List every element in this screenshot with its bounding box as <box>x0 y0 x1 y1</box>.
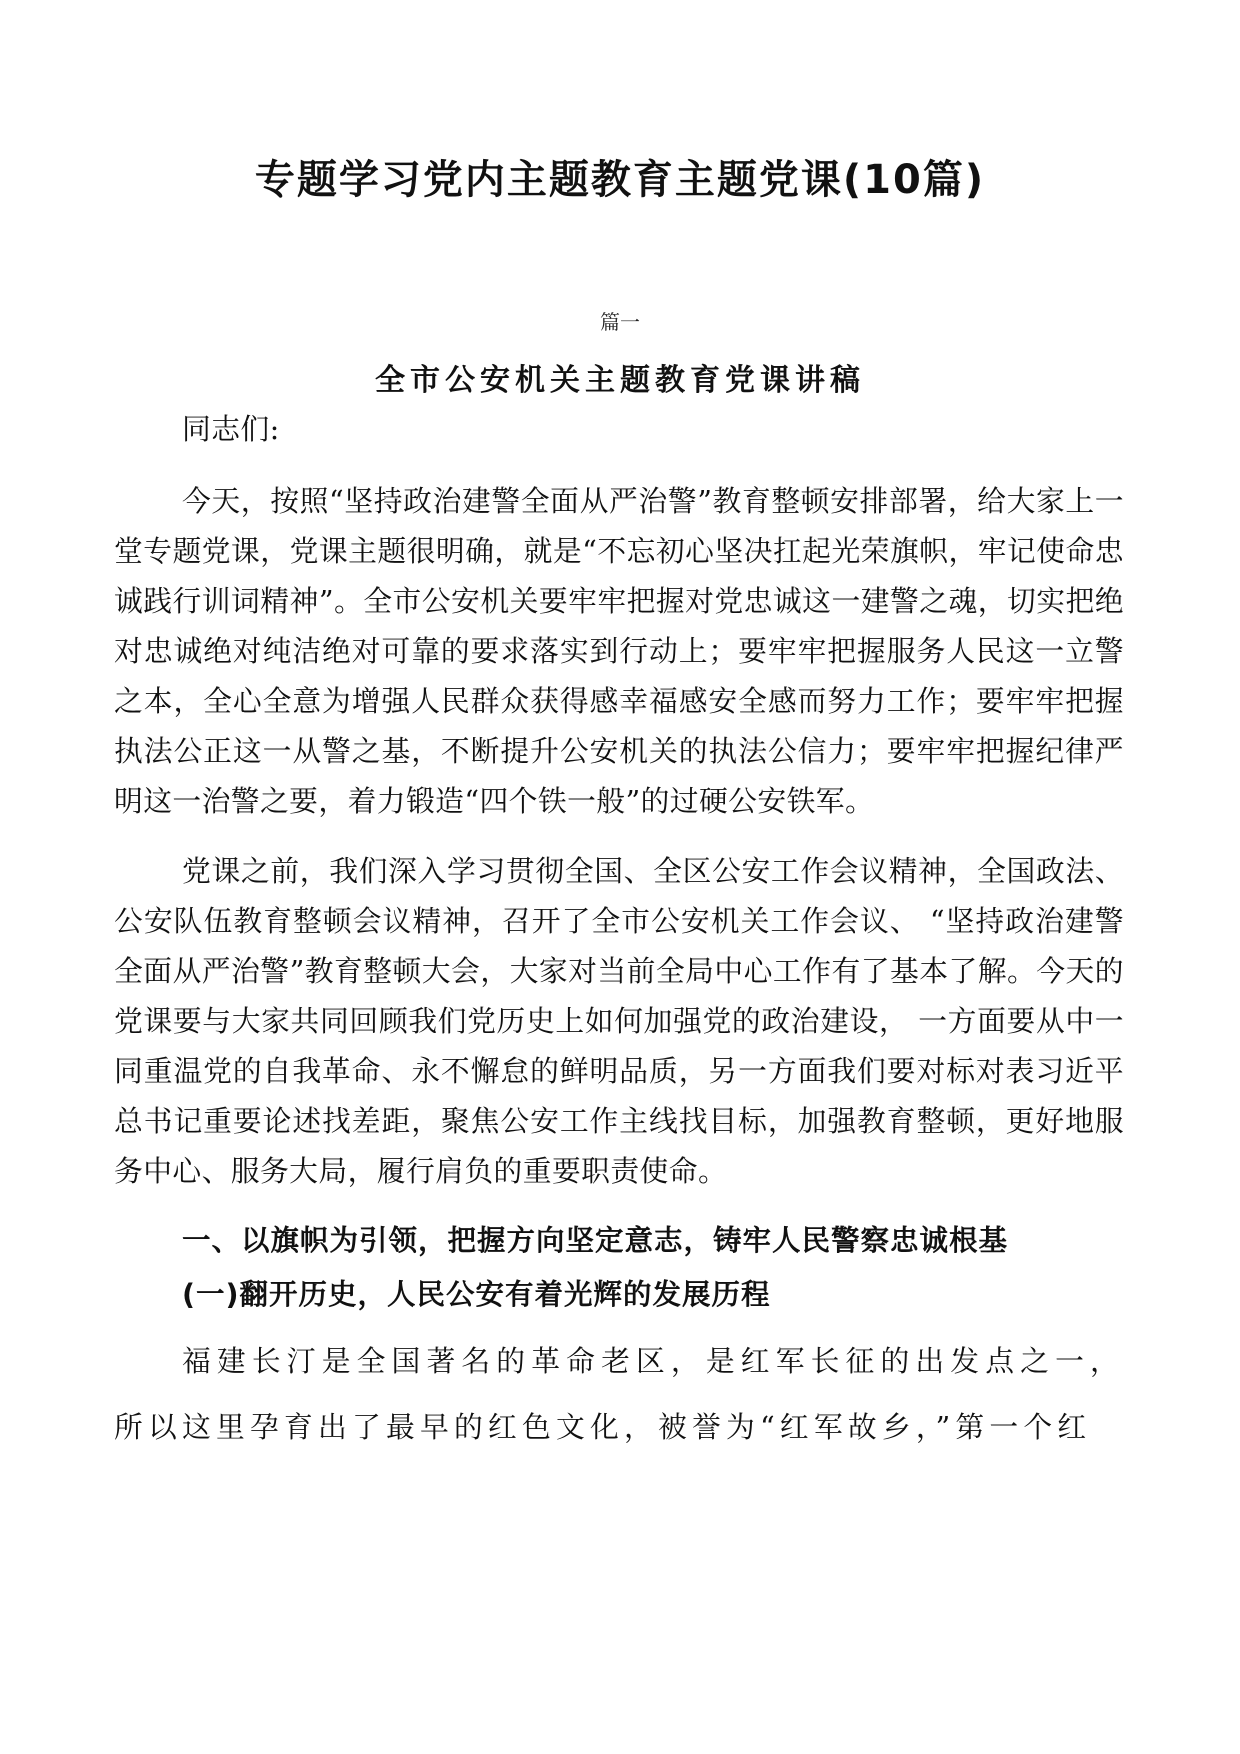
heading-level-2: (一)翻开历史，人民公安有着光辉的发展历程 <box>182 1278 771 1311</box>
heading-level-1: 一、以旗帜为引领，把握方向坚定意志，铸牢人民警察忠诚根基 <box>182 1224 1009 1257</box>
document-title: 专题学习党内主题教育主题党课(10篇) <box>254 157 986 203</box>
document-body <box>114 404 1124 1460</box>
paragraph-2: 党课之前，我们深入学习贯彻全国、全区公安工作会议精神，全国政法、公安队伍教育整顿会议精神，召开了全市公安机关工作会议、 “坚持政治建警全面从严治警”教育整顿大会，大家对当前全局中心工作有了基本了解。今天的党课要与大家共同回顾我们党历史上如何加强党的政治建设， 一方面要从中一同重温党的自我革命、永不懈怠的鲜明品质，另一方面我们要对标对表习近平总书记重要论述找差距，聚焦公安工作主线找目标，加强教育整顿，更好地服务中心、服务大局，履行肩负的重要职责使命。 <box>114 854 1124 1188</box>
section-title: 全市公安机关主题教育党课讲稿 <box>375 363 865 398</box>
greeting: 同志们: <box>182 412 280 446</box>
paragraph-3: 福建长汀是全国著名的革命老区，是红军长征的出发点之一，所以这里孕育出了最早的红色文化，被誉为“红军故乡，”第一个红 <box>114 1344 1124 1444</box>
paragraph-1: 今天，按照“坚持政治建警全面从严治警”教育整顿安排部署，给大家上一堂专题党课，党课主题很明确，就是“不忘初心坚决扛起光荣旗帜，牢记使命忠诚践行训词精神”。全市公安机关要牢牢把握对党忠诚这一建警之魂，切实把绝对忠诚绝对纯洁绝对可靠的要求落实到行动上；要牢牢把握服务人民这一立警之本，全心全意为增强人民群众获得感幸福感安全感而努力工作；要牢牢把握执法公正这一从警之基，不断提升公安机关的执法公信力；要牢牢把握纪律严明这一治警之要，着力锻造“四个铁一般”的过硬公安铁军。 <box>114 484 1124 818</box>
section-number: 篇一 <box>600 310 640 334</box>
